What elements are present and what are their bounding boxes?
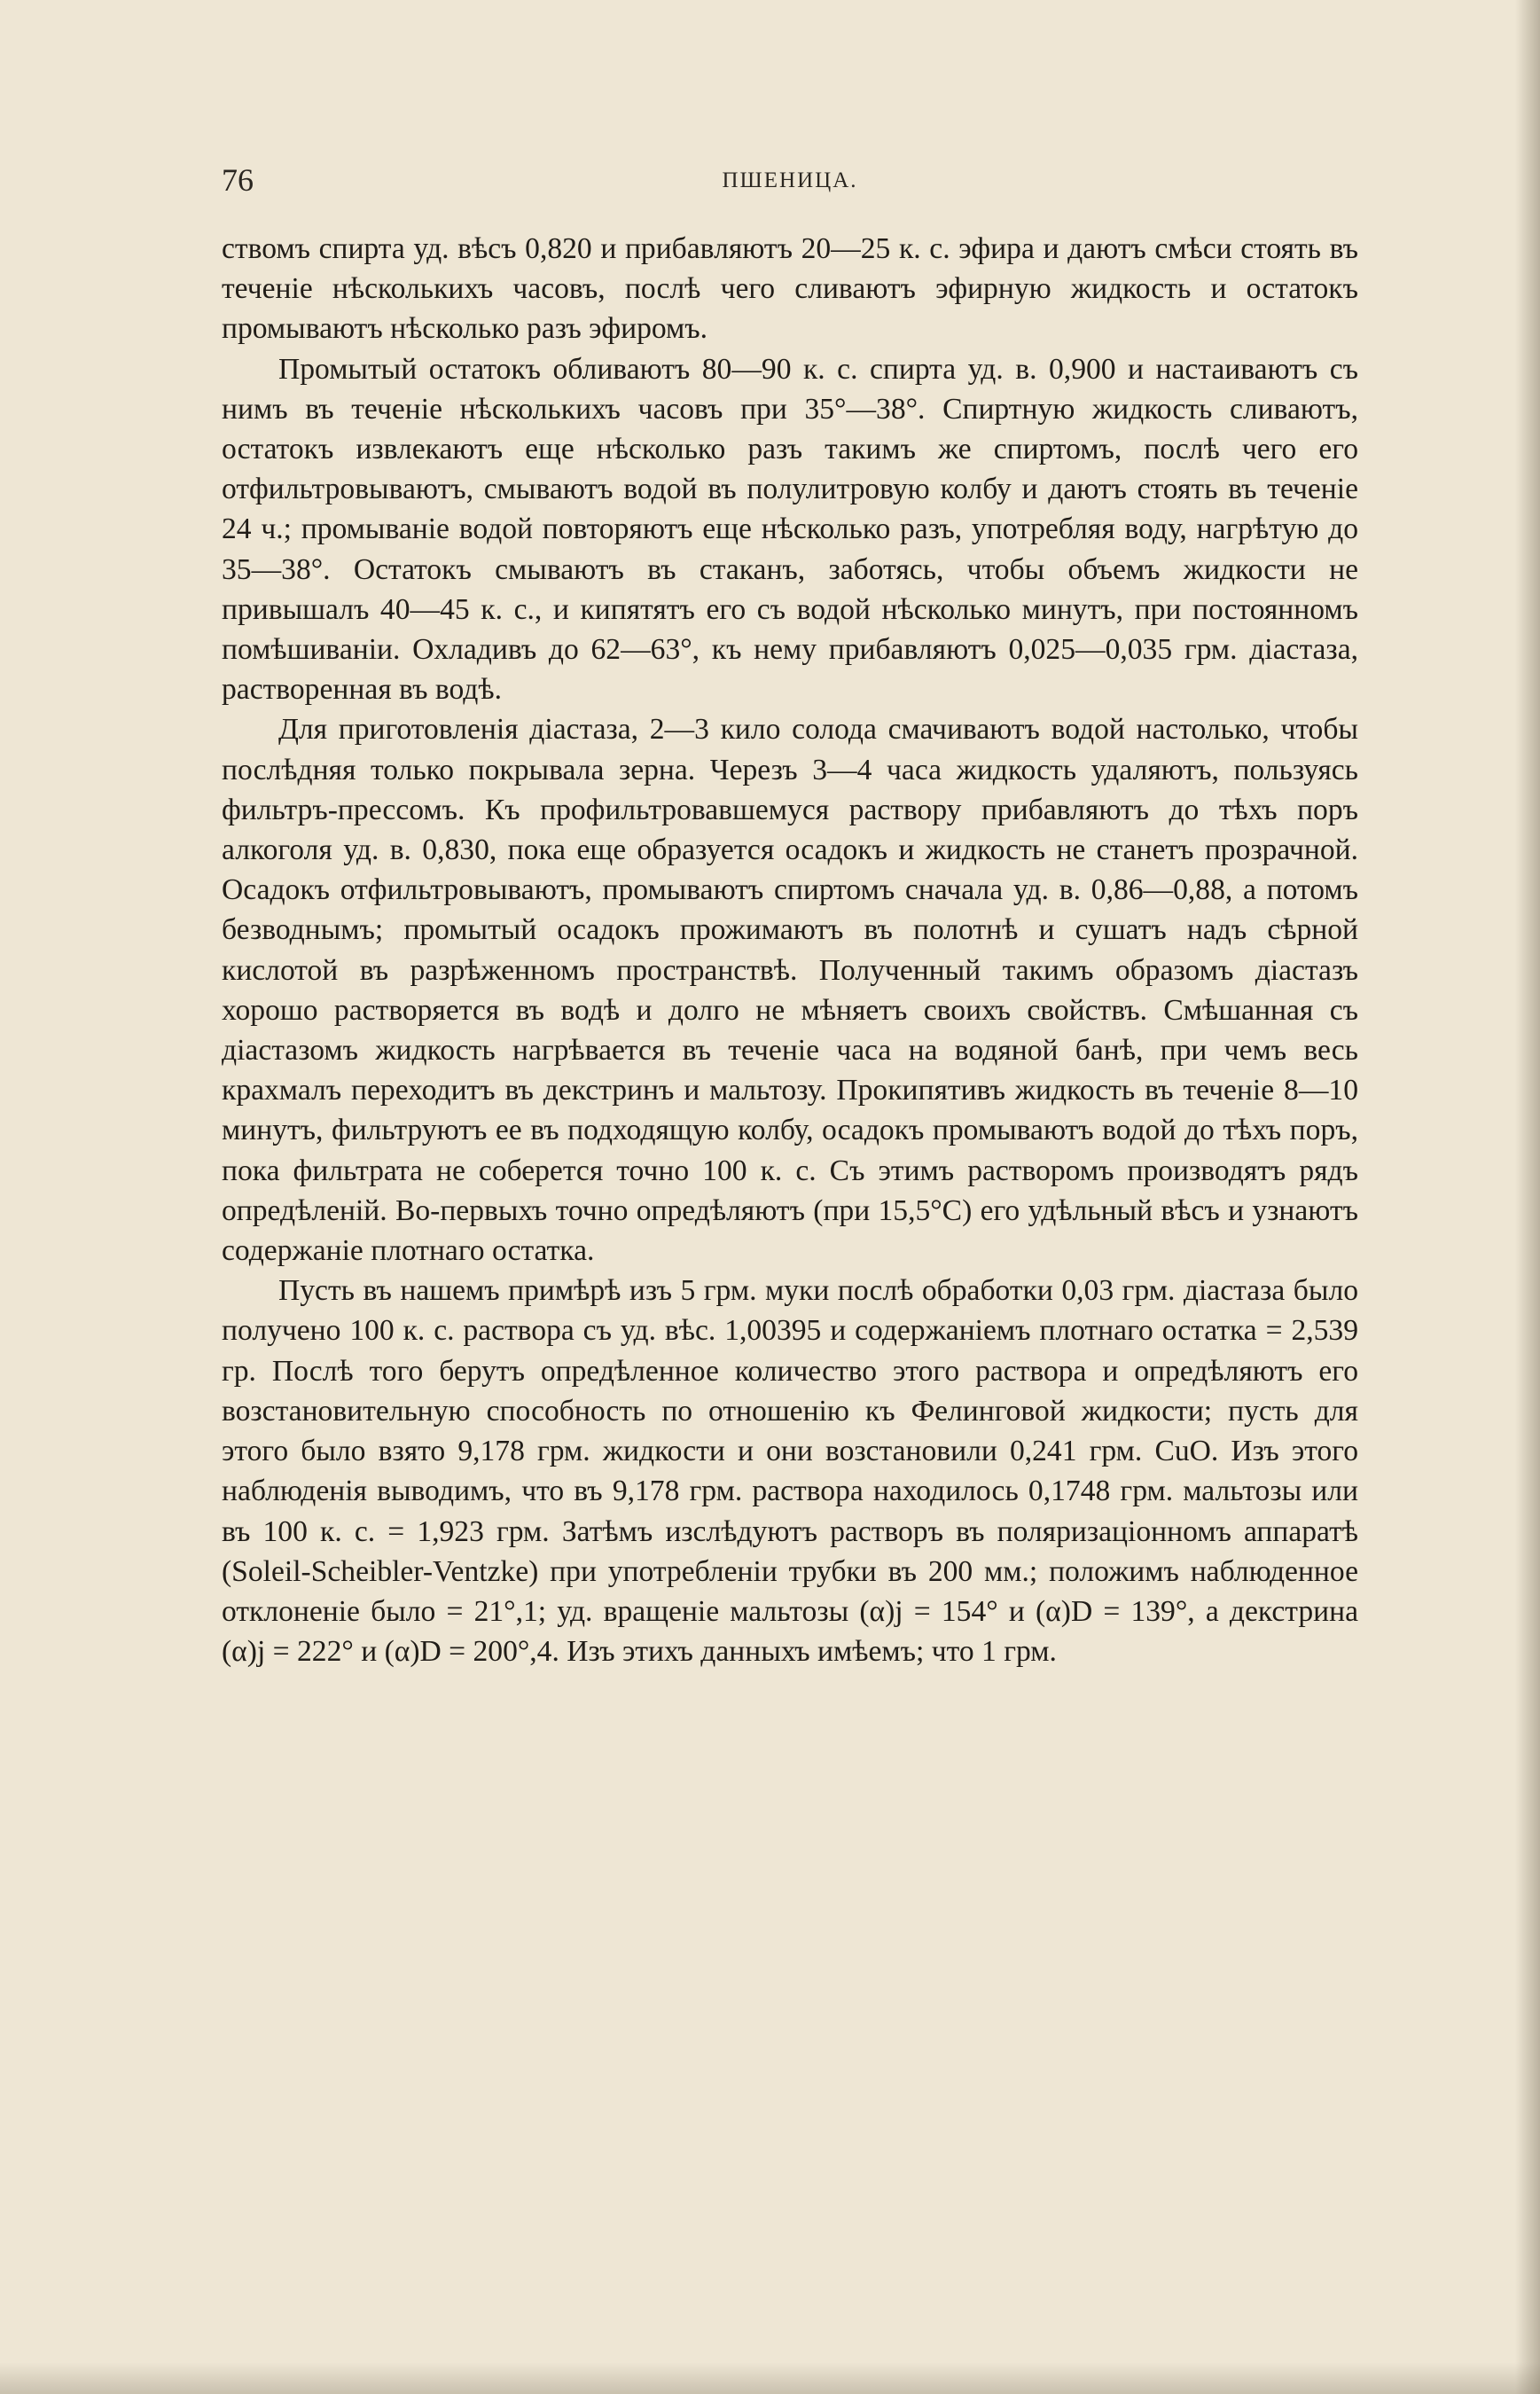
body-text [222,229,1358,1671]
page-header [222,161,1358,202]
paragraph-diastase-preparation: Для приготовленія діастаза, 2—3 кило солода смачиваютъ водой настолько, чтобы послѣдняя только покрывала зерна. Черезъ 3—4 часа жидкость удаляютъ, пользуясь фильтръ-прессомъ. Къ профильтровавшемуся раствору прибавляютъ до тѣхъ поръ алкоголя уд. в. 0,830, пока еще образуется осадокъ и жидкость не станетъ прозрачной. Осадокъ отфильтровываютъ, промываютъ спиртомъ сначала уд. в. 0,86—0,88, а потомъ безводнымъ; промытый осадокъ прожимаютъ въ полотнѣ и сушатъ надъ сѣрной кислотой въ разрѣженномъ пространствѣ. Полученный такимъ образомъ діастазъ хорошо растворяется въ водѣ и долго не мѣняетъ своихъ свойствъ. Смѣшанная съ діастазомъ жидкость нагрѣвается въ теченіе часа на водяной банѣ, при чемъ весь крахмалъ переходитъ въ декстринъ и мальтозу. Прокипятивъ жидкость въ теченіе 8—10 минутъ, фильтруютъ ее въ подходящую колбу, осадокъ промываютъ водой до тѣхъ поръ, пока фильтрата не соберется точно 100 к. с. Съ этимъ растворомъ производятъ рядъ опредѣленій. Во-первыхъ точно опредѣляютъ (при 15,5°С) его удѣльный вѣсъ и узнаютъ содержаніе плотнаго остатка. [222,713,1358,1268]
paragraph-washed-residue: Промытый остатокъ обливаютъ 80—90 к. с. спирта уд. в. 0,900 и настаиваютъ съ нимъ въ теченіе нѣсколькихъ часовъ при 35°—38°. Спиртную жидкость сливаютъ, остатокъ извлекаютъ еще нѣсколько разъ такимъ же спиртомъ, послѣ чего его отфильтровываютъ, смываютъ водой въ полулитровую колбу и даютъ стоять въ теченіе 24 ч.; промываніе водой повторяютъ еще нѣсколько разъ, употребляя воду, нагрѣтую до 35—38°. Остатокъ смываютъ въ стаканъ, заботясь, чтобы объемъ жидкости не привышалъ 40—45 к. с., и кипятятъ его съ водой нѣсколько минутъ, при постоянномъ помѣшиваніи. Охладивъ до 62—63°, къ нему прибавляютъ 0,025—0,035 грм. діастаза, растворенная въ водѣ. [222,352,1358,707]
paragraph-continuation: ствомъ спирта уд. вѣсъ 0,820 и прибавляютъ 20—25 к. с. эфира и даютъ смѣси стоять въ теченіе нѣсколькихъ часовъ, послѣ чего сливаютъ эфирную жидкость и остатокъ промываютъ нѣсколько разъ эфиромъ. [222,232,1358,346]
paragraph-example-calculation: Пусть въ нашемъ примѣрѣ изъ 5 грм. муки послѣ обработки 0,03 грм. діастаза было получено 100 к. с. раствора съ уд. вѣс. 1,00395 и содержаніемъ плотнаго остатка = 2,539 гр. Послѣ того берутъ опредѣленное количество этого раствора и опредѣляютъ его возстановительную способность по отношенію къ Фелинговой жидкости; пусть для этого было взято 9,178 грм. жидкости и они возстановили 0,241 грм. CuO. Изъ этого наблюденія выводимъ, что въ 9,178 грм. раствора находилось 0,1748 грм. мальтозы или въ 100 к. с. = 1,923 грм. Затѣмъ изслѣдуютъ растворъ въ поляризаціонномъ аппаратѣ (Soleil-Scheibler-Ventzke) при употребленіи трубки въ 200 мм.; положимъ наблюденное отклоненіе было = 21°,1; уд. вращеніе мальтозы (α)j = 154° и (α)D = 139°, а декстрина (α)j = 222° и (α)D = 200°,4. Изъ этихъ данныхъ имѣемъ; что 1 грм. [222,1274,1358,1669]
page-edge-shadow [1515,0,1540,2394]
page-bottom-shadow [0,2362,1540,2394]
page-number: 76 [222,162,254,198]
running-title: ПШЕНИЦА. [722,168,858,192]
